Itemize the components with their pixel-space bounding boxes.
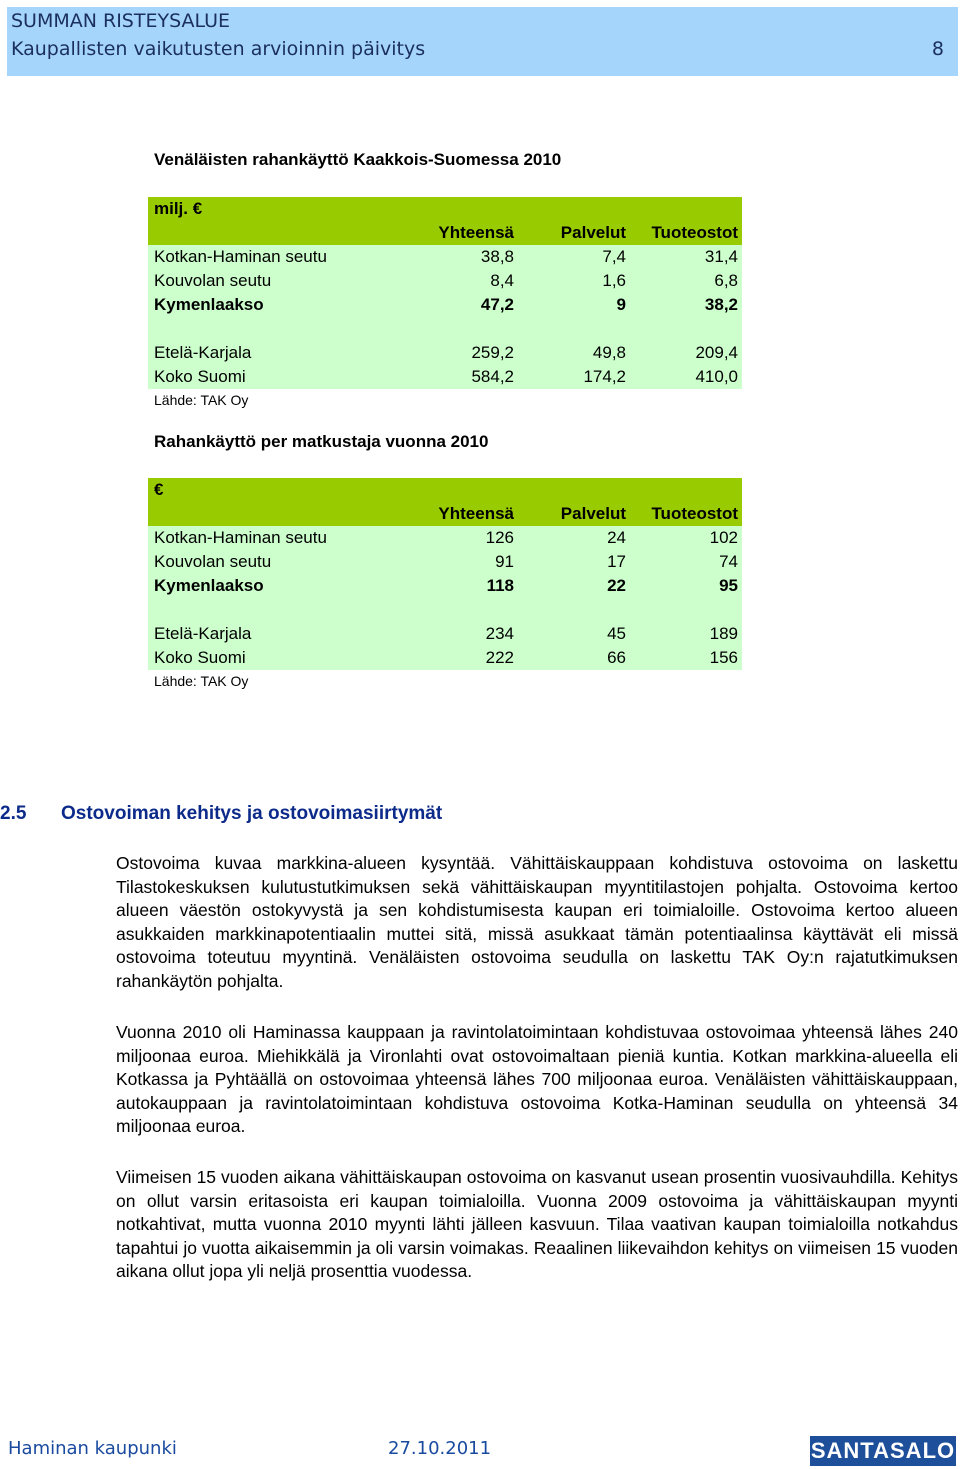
header-title: SUMMAN RISTEYSALUE	[11, 10, 231, 32]
cell: 91	[406, 550, 518, 574]
cell: 156	[630, 646, 742, 670]
table2-title: Rahankäyttö per matkustaja vuonna 2010	[154, 432, 489, 451]
row-label: Kotkan-Haminan seutu	[148, 245, 406, 269]
col-header: Yhteensä	[406, 221, 518, 245]
cell: 118	[406, 574, 518, 598]
table-source-row	[148, 670, 742, 692]
cell: 126	[406, 526, 518, 550]
table-spacer	[148, 598, 742, 622]
table-row	[148, 646, 742, 670]
table-row	[148, 574, 742, 598]
row-label: Koko Suomi	[148, 365, 406, 389]
table-row	[148, 550, 742, 574]
row-label: Etelä-Karjala	[148, 341, 406, 365]
table2-source: Lähde: TAK Oy	[148, 670, 406, 692]
table-spacer	[148, 317, 742, 341]
table-row	[148, 293, 742, 317]
cell: 47,2	[406, 293, 518, 317]
table1-unit: milj. €	[148, 197, 406, 221]
table2-unit-row	[148, 478, 742, 502]
table2-header-row	[148, 502, 742, 526]
cell: 584,2	[406, 365, 518, 389]
cell: 222	[406, 646, 518, 670]
cell: 234	[406, 622, 518, 646]
cell: 189	[630, 622, 742, 646]
paragraph: Ostovoima kuvaa markkina-alueen kysyntää. Vähittäiskauppaan kohdistuva ostovoima on laskettu Tilastokeskuksen kulutustutkimuksen sekä vähittäiskaupan myyntitilastojen pohjalta. Ostovoima kertoo alueen väestön ostokyvystä ja sen kohdistumisesta kaupan eri toimialoille. Ostovoima kertoo alueen asukkaiden markkinapotentiaalin muttei sitä, missä asukkaat tämän potentiaalinsa käyttävät eli missä ostovoima toteutuu myyntinä. Venäläisten ostovoima seudulla on laskettu TAK Oy:n rajatutkimuksen rahankäytön pohjalta.	[116, 853, 958, 991]
cell: 6,8	[630, 269, 742, 293]
table1-header-row	[148, 221, 742, 245]
table1	[148, 197, 742, 411]
cell: 74	[630, 550, 742, 574]
table1-unit-row	[148, 197, 742, 221]
row-label: Kymenlaakso	[148, 293, 406, 317]
page-header	[7, 7, 958, 76]
paragraph: Vuonna 2010 oli Haminassa kauppaan ja ravintolatoimintaan kohdistuvaa ostovoimaa yhteensä lähes 240 miljoonaa euroa. Miehikkälä ja Vironlahti ovat ostovoimaltaan pieniä kuntia. Kotkan markkina-alueella eli Kotkassa ja Pyhtäällä on ostovoimaa yhteensä lähes 700 miljoonaa euroa. Venäläisten vähittäiskauppaan, autokauppaan ja ravintolatoimintaan kohdistuva ostovoima Kotka-Haminan seudulla on yhteensä 34 miljoonaa euroa.	[116, 1022, 958, 1136]
table1-source: Lähde: TAK Oy	[148, 389, 406, 411]
header-subtitle: Kaupallisten vaikutusten arvioinnin päivitys	[11, 38, 426, 60]
cell: 7,4	[518, 245, 630, 269]
table-row	[148, 245, 742, 269]
cell: 1,6	[518, 269, 630, 293]
cell: 8,4	[406, 269, 518, 293]
row-label: Etelä-Karjala	[148, 622, 406, 646]
cell: 38,8	[406, 245, 518, 269]
page-footer	[0, 1433, 960, 1469]
row-label: Kotkan-Haminan seutu	[148, 526, 406, 550]
table-row	[148, 365, 742, 389]
cell: 95	[630, 574, 742, 598]
row-label: Kouvolan seutu	[148, 269, 406, 293]
cell: 45	[518, 622, 630, 646]
footer-city: Haminan kaupunki	[8, 1438, 177, 1459]
table-row	[148, 526, 742, 550]
table2	[148, 478, 742, 692]
col-header: Yhteensä	[406, 502, 518, 526]
table1-title: Venäläisten rahankäyttö Kaakkois-Suomessa 2010	[154, 150, 562, 169]
col-header: Palvelut	[518, 502, 630, 526]
cell: 9	[518, 293, 630, 317]
cell: 102	[630, 526, 742, 550]
paragraph: Viimeisen 15 vuoden aikana vähittäiskaupan ostovoima on kasvanut usean prosentin vuosivauhdilla. Kehitys on ollut varsin eritasoista eri kaupan toimialoilla. Vuonna 2009 ostovoima ja vähittäiskaupan myynti notkahtivat, mutta vuonna 2010 myynti lähti jälleen kasvuun. Tilaa vaativan kaupan toimialoilla notkahdus tapahtui jo vuotta aikaisemmin ja oli varsin voimakas. Reaalinen liikevaihdon kehitys on viimeisen 15 vuoden aikana ollut jopa yli neljä prosenttia vuodessa.	[116, 1167, 958, 1281]
section-number: 2.5	[0, 803, 27, 824]
col-header: Tuoteostot	[630, 502, 742, 526]
row-label: Kymenlaakso	[148, 574, 406, 598]
section-title: Ostovoiman kehitys ja ostovoimasiirtymät	[61, 803, 443, 824]
table-row	[148, 269, 742, 293]
col-header: Palvelut	[518, 221, 630, 245]
cell: 259,2	[406, 341, 518, 365]
col-header: Tuoteostot	[630, 221, 742, 245]
cell: 174,2	[518, 365, 630, 389]
cell: 31,4	[630, 245, 742, 269]
santasalo-logo: SANTASALO	[810, 1436, 956, 1466]
cell: 38,2	[630, 293, 742, 317]
cell: 17	[518, 550, 630, 574]
cell: 209,4	[630, 341, 742, 365]
footer-date: 27.10.2011	[388, 1438, 492, 1459]
page-number: 8	[931, 38, 944, 60]
table-row	[148, 622, 742, 646]
table2-unit: €	[148, 478, 406, 502]
row-label: Koko Suomi	[148, 646, 406, 670]
table-source-row	[148, 389, 742, 411]
cell: 24	[518, 526, 630, 550]
cell: 22	[518, 574, 630, 598]
cell: 49,8	[518, 341, 630, 365]
cell: 410,0	[630, 365, 742, 389]
cell: 66	[518, 646, 630, 670]
row-label: Kouvolan seutu	[148, 550, 406, 574]
table-row	[148, 341, 742, 365]
